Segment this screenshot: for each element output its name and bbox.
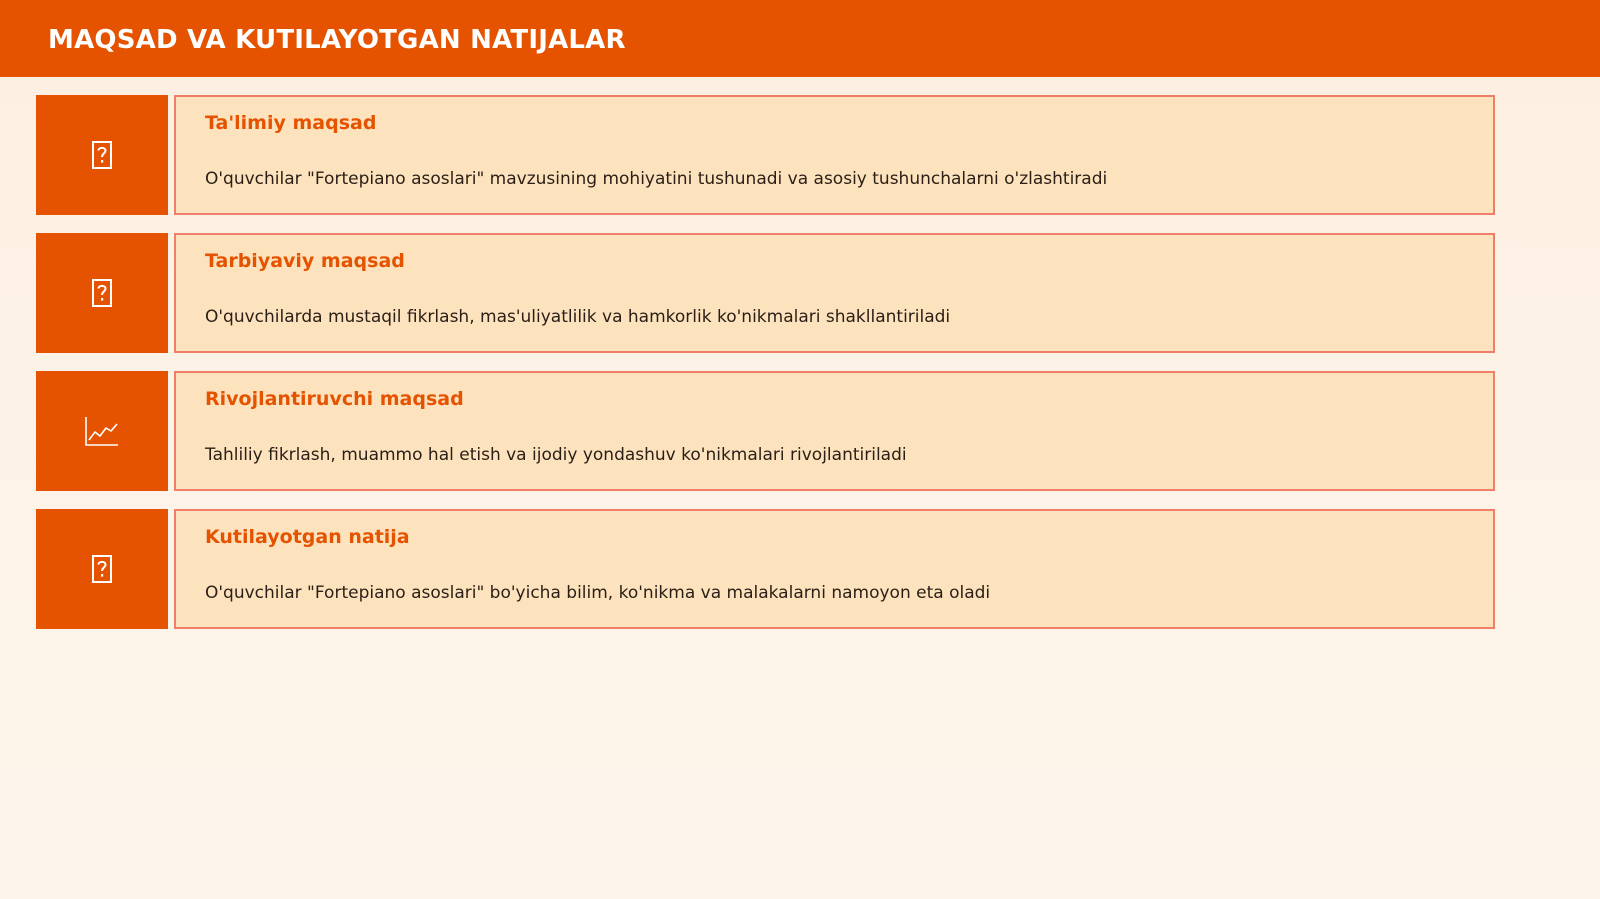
goal-icon-box bbox=[36, 509, 168, 629]
goal-icon-box bbox=[36, 95, 168, 215]
goals-list bbox=[36, 95, 1495, 647]
goal-description: O'quvchilar "Fortepiano asoslari" mavzusining mohiyatini tushunadi va asosiy tushunchalarni o'zlashtiradi bbox=[205, 169, 1108, 189]
goal-title: Kutilayotgan natija bbox=[205, 526, 410, 548]
goal-card bbox=[174, 233, 1495, 353]
goal-description: Tahliliy fikrlash, muammo hal etish va ijodiy yondashuv ko'nikmalari rivojlantiriladi bbox=[205, 445, 907, 465]
goal-row-educational bbox=[36, 95, 1495, 215]
missing-glyph-icon bbox=[91, 554, 113, 584]
goal-row-developmental bbox=[36, 371, 1495, 491]
missing-glyph-icon bbox=[91, 278, 113, 308]
goal-icon-box bbox=[36, 371, 168, 491]
goal-row-expected-result bbox=[36, 509, 1495, 629]
goal-title: Tarbiyaviy maqsad bbox=[205, 250, 405, 272]
goal-icon-box bbox=[36, 233, 168, 353]
goal-card bbox=[174, 509, 1495, 629]
goal-card bbox=[174, 371, 1495, 491]
header-bar bbox=[0, 0, 1600, 77]
page-title: MAQSAD VA KUTILAYOTGAN NATIJALAR bbox=[48, 24, 626, 55]
goal-description: O'quvchilarda mustaqil fikrlash, mas'uliyatlilik va hamkorlik ko'nikmalari shakllantiriladi bbox=[205, 307, 951, 327]
goal-title: Ta'limiy maqsad bbox=[205, 112, 377, 134]
chart-line-icon bbox=[84, 415, 120, 447]
goal-description: O'quvchilar "Fortepiano asoslari" bo'yicha bilim, ko'nikma va malakalarni namoyon eta oladi bbox=[205, 583, 991, 603]
goal-card bbox=[174, 95, 1495, 215]
goal-title: Rivojlantiruvchi maqsad bbox=[205, 388, 464, 410]
missing-glyph-icon bbox=[91, 140, 113, 170]
goal-row-upbringing bbox=[36, 233, 1495, 353]
